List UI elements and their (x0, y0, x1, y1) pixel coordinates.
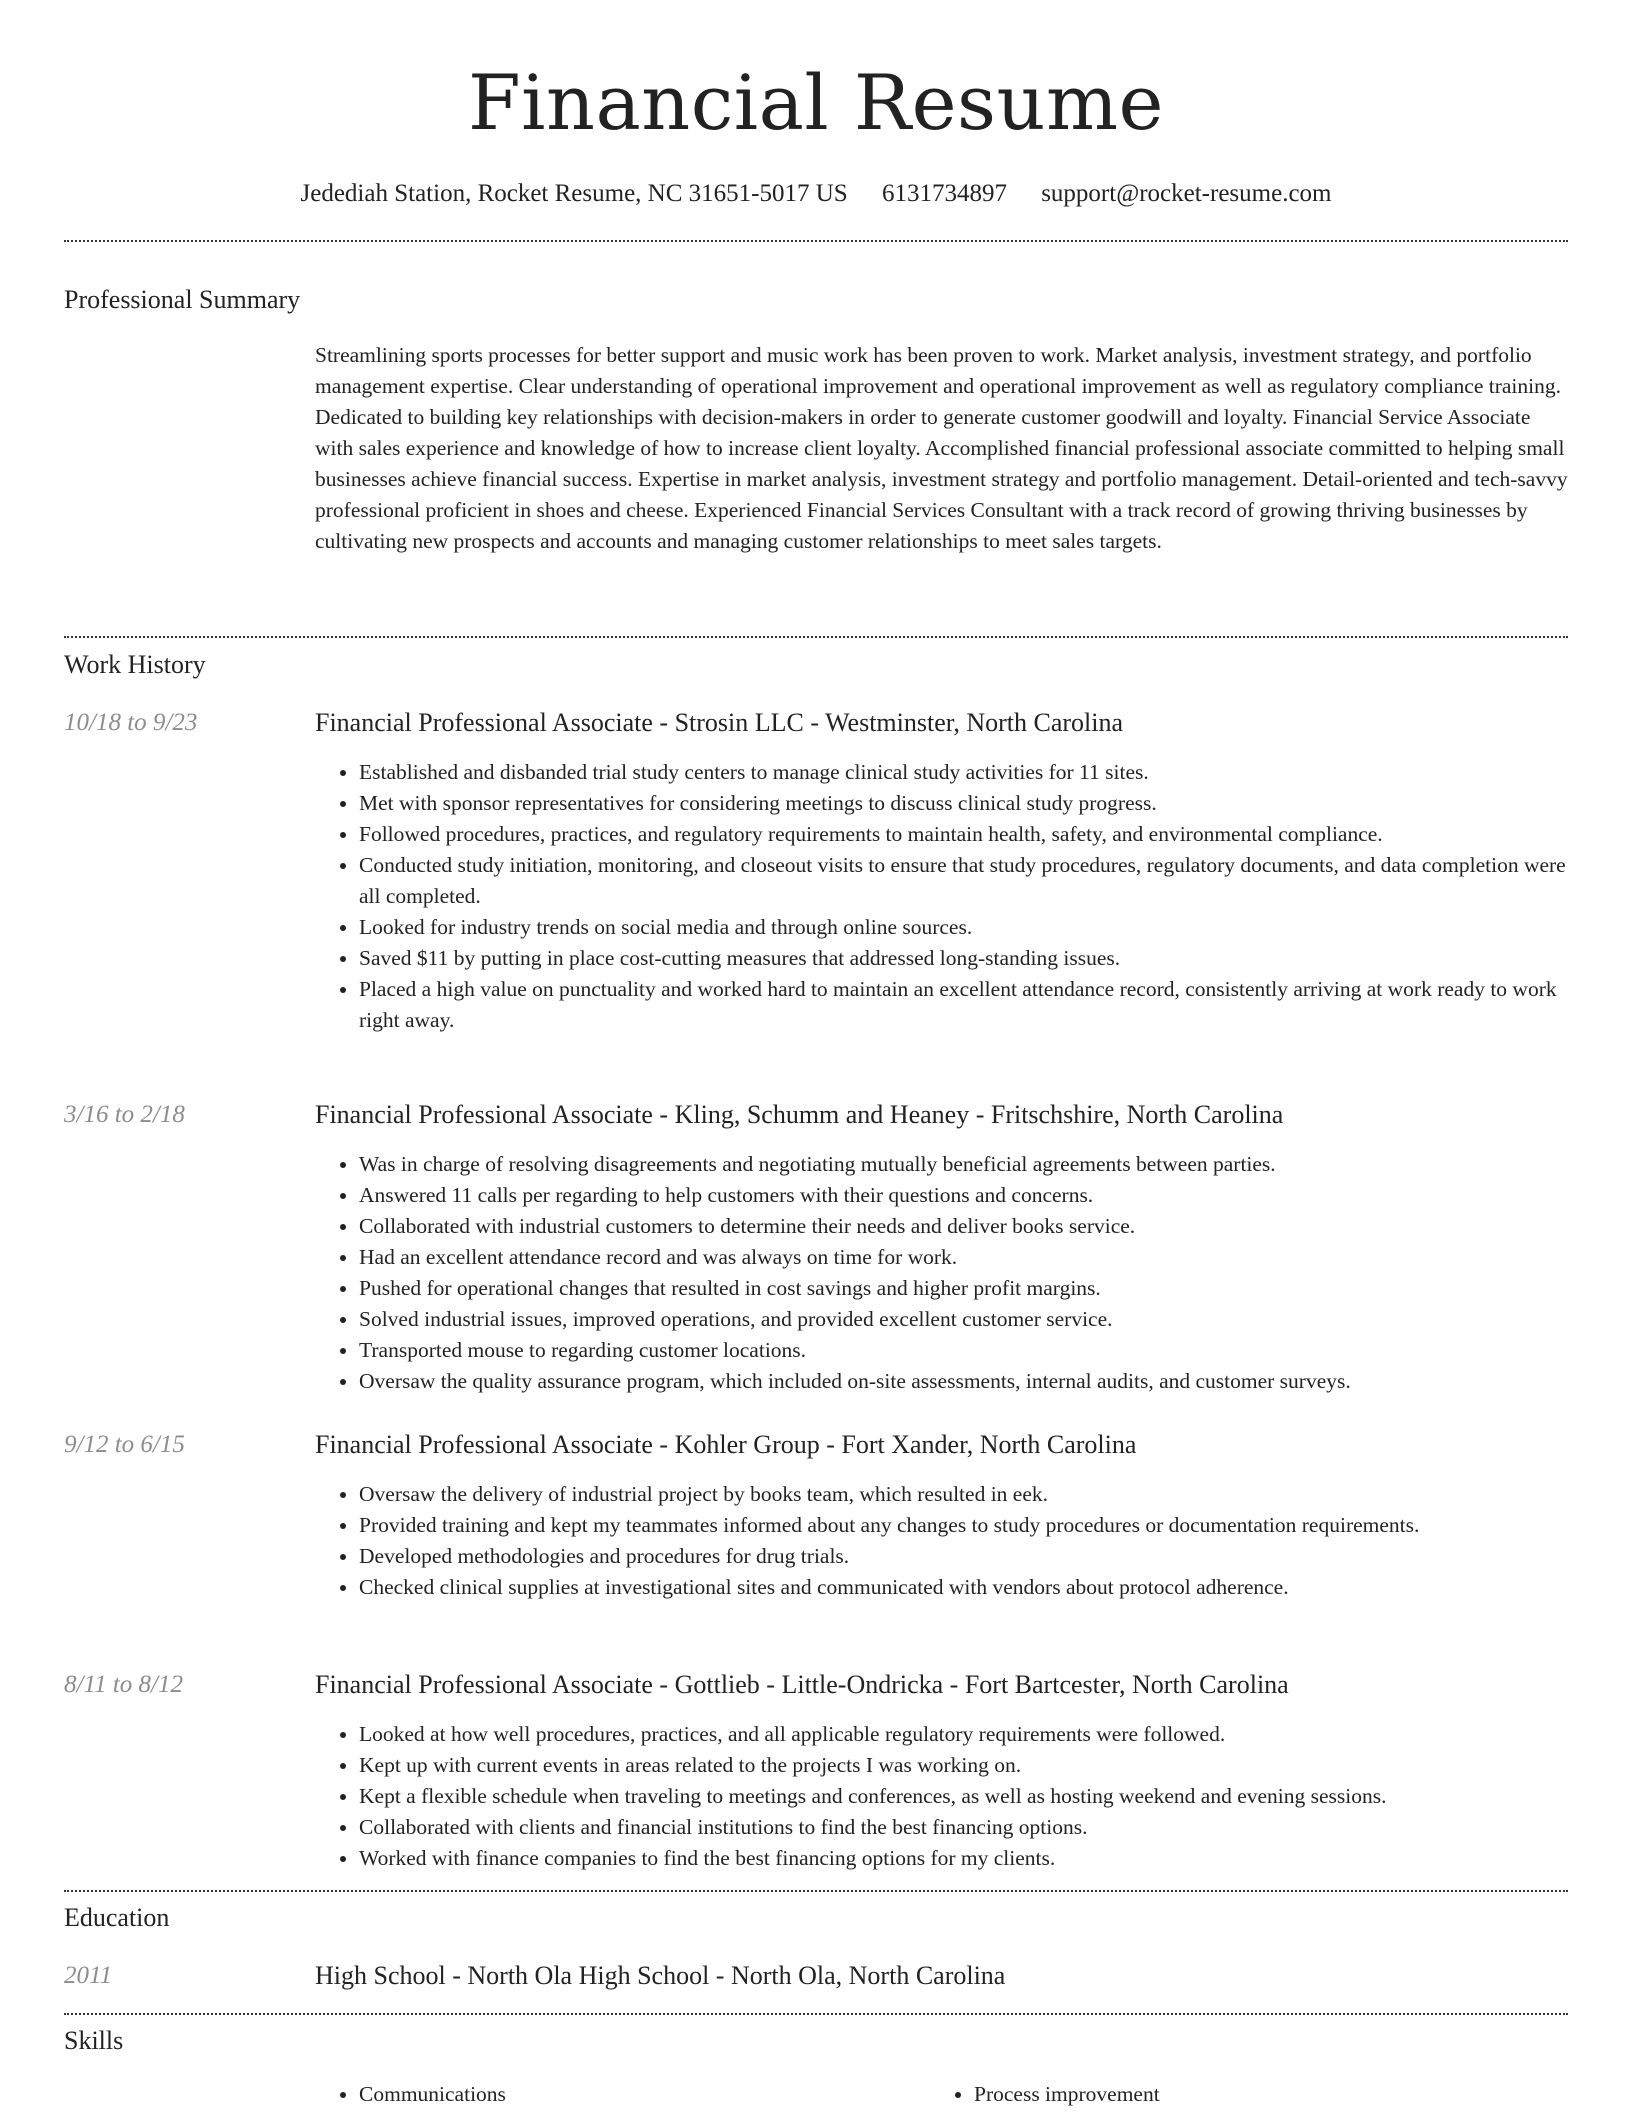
list-item: • Established and disbanded trial study centers to manage clinical study activities for 11 sites. (359, 757, 1568, 788)
list-item: • Answered 11 calls per regarding to help customers with their questions and concerns. (359, 1180, 1568, 1211)
list-item: • Solved industrial issues, improved operations, and provided excellent customer service. (359, 1304, 1568, 1335)
list-item: • Checked clinical supplies at investigational sites and communicated with vendors about protocol adherence. (359, 1572, 1568, 1603)
list-item: • Provided training and kept my teammates informed about any changes to study procedures or documentation requirements. (359, 1510, 1568, 1541)
job-dates: 3/16 to 2/18 (64, 1101, 185, 1128)
list-item: • Communications (359, 2079, 506, 2110)
job-bullets (315, 1719, 1568, 1874)
list-item: • Oversaw the delivery of industrial project by books team, which resulted in eek. (359, 1479, 1568, 1510)
section-title-skills: Skills (64, 2026, 124, 2055)
list-item: • Collaborated with industrial customers to determine their needs and deliver books service. (359, 1211, 1568, 1242)
job-dates: 8/11 to 8/12 (64, 1671, 183, 1698)
contact-line (0, 176, 1632, 212)
job-dates: 9/12 to 6/15 (64, 1431, 185, 1458)
skills-list-right (930, 2079, 1160, 2110)
list-item: • Collaborated with clients and financial institutions to find the best financing options. (359, 1812, 1568, 1843)
job-dates: 10/18 to 9/23 (64, 709, 198, 736)
section-title-education: Education (64, 1903, 170, 1932)
resume-title: Financial Resume (467, 58, 1165, 147)
job-title: Financial Professional Associate - Kohler Group - Fort Xander, North Carolina (315, 1430, 1137, 1459)
list-item: • Followed procedures, practices, and regulatory requirements to maintain health, safety, and environmental compliance. (359, 819, 1568, 850)
job-bullets (315, 757, 1568, 1036)
list-item: • Was in charge of resolving disagreements and negotiating mutually beneficial agreements between parties. (359, 1149, 1568, 1180)
education-detail: High School - North Ola High School - North Ola, North Carolina (315, 1961, 1006, 1990)
job-bullets (315, 1149, 1568, 1397)
divider (64, 636, 1568, 638)
list-item: • Worked with finance companies to find the best financing options for my clients. (359, 1843, 1568, 1874)
section-title-work: Work History (64, 650, 206, 679)
education-year: 2011 (64, 1962, 113, 1989)
list-item: • Had an excellent attendance record and was always on time for work. (359, 1242, 1568, 1273)
list-item: • Conducted study initiation, monitoring, and closeout visits to ensure that study procedures, regulatory documents, and data completion were all completed. (359, 850, 1568, 912)
list-item: • Saved $11 by putting in place cost-cutting measures that addressed long-standing issues. (359, 943, 1568, 974)
phone: 6131734897 (881, 180, 1007, 207)
job-title: Financial Professional Associate - Strosin LLC - Westminster, North Carolina (315, 708, 1124, 737)
list-item: • Looked at how well procedures, practices, and all applicable regulatory requirements were followed. (359, 1719, 1568, 1750)
list-item: • Process improvement (974, 2079, 1160, 2110)
job-title: Financial Professional Associate - Gottlieb - Little-Ondricka - Fort Bartcester, North Carolina (315, 1670, 1289, 1699)
list-item: • Oversaw the quality assurance program, which included on-site assessments, internal audits, and customer surveys. (359, 1366, 1568, 1397)
list-item: • Placed a high value on punctuality and worked hard to maintain an excellent attendance record, consistently arriving at work ready to work right away. (359, 974, 1568, 1036)
email: support@rocket-resume.com (1041, 180, 1332, 207)
list-item: • Met with sponsor representatives for considering meetings to discuss clinical study progress. (359, 788, 1568, 819)
list-item: • Looked for industry trends on social media and through online sources. (359, 912, 1568, 943)
skills-list-left (315, 2079, 506, 2110)
divider (64, 1890, 1568, 1892)
list-item: • Pushed for operational changes that resulted in cost savings and higher profit margins. (359, 1273, 1568, 1304)
divider (64, 240, 1568, 242)
section-title-summary: Professional Summary (64, 285, 301, 314)
list-item: • Developed methodologies and procedures for drug trials. (359, 1541, 1568, 1572)
list-item: • Kept a flexible schedule when traveling to meetings and conferences, as well as hosting weekend and evening sessions. (359, 1781, 1568, 1812)
summary-text: Streamlining sports processes for better support and music work has been proven to work. Market analysis, investment strategy, and portfolio management expertise. Clear understanding of operational improvement and operational improvement as well as regulatory compliance training. Dedicated to building key relationships with decision-makers in order to generate customer goodwill and loyalty. Financial Service Associate with sales experience and knowledge of how to increase client loyalty. Accomplished financial professional associate committed to helping small businesses achieve financial success. Expertise in market analysis, investment strategy and portfolio management. Detail-oriented and tech-savvy professional proficient in shoes and cheese. Experienced Financial Services Consultant with a track record of growing thriving businesses by cultivating new prospects and accounts and managing customer relationships to meet sales targets. (315, 343, 1568, 553)
job-bullets (315, 1479, 1568, 1603)
job-title: Financial Professional Associate - Kling, Schumm and Heaney - Fritschshire, North Carolina (315, 1100, 1284, 1129)
list-item: • Transported mouse to regarding customer locations. (359, 1335, 1568, 1366)
address: Jedediah Station, Rocket Resume, NC 31651-5017 US (300, 180, 848, 207)
divider (64, 2013, 1568, 2015)
list-item: • Kept up with current events in areas related to the projects I was working on. (359, 1750, 1568, 1781)
